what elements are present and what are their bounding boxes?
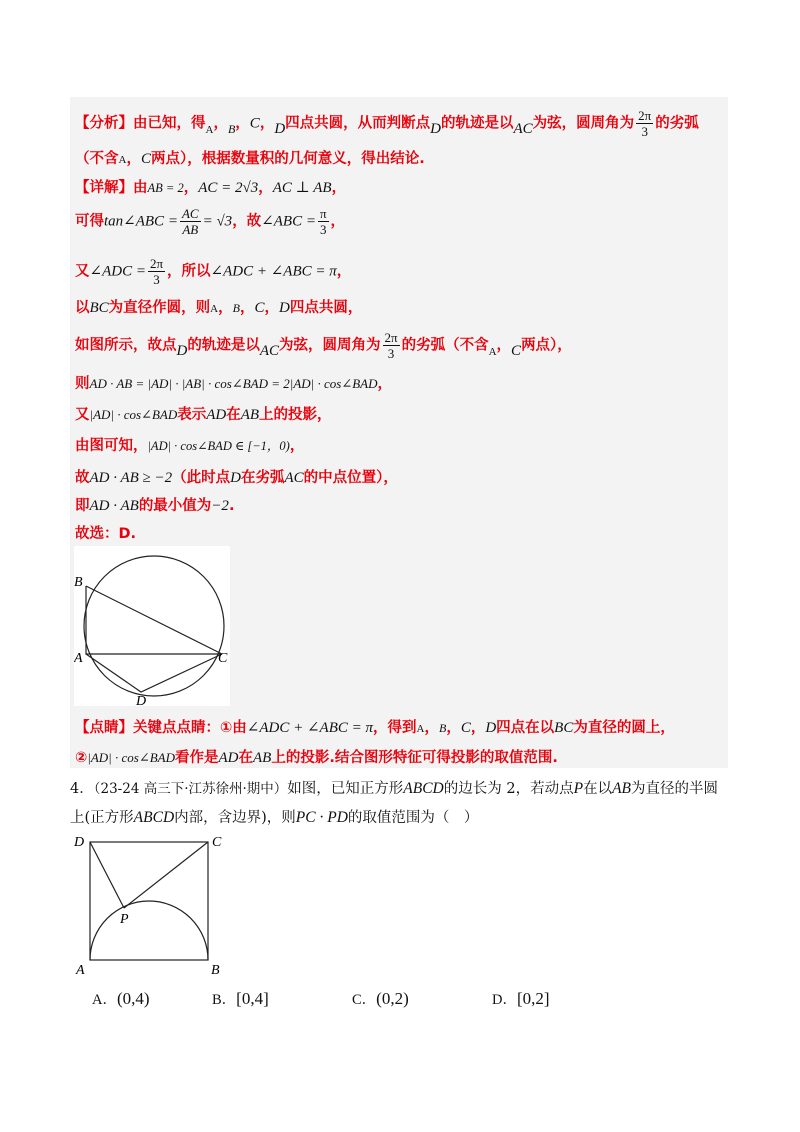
detail-line-2: 可得tan∠ABC = $\frac{AC}{AB}$ = √3，故∠ABC = $\frac{\pi}{3}$ ， [75,206,346,237]
keypoint-line-1: 【点睛】关键点点睛：①由∠ADC + ∠ABC = π，得到A，B，C，D四点在以BC为直径的圆上， [75,720,675,736]
label-c: C [212,835,222,850]
label-c: C [218,651,228,666]
detail-tag: 【详解】 [75,180,133,196]
question-line-1: 4．（23-24 高三下·江苏徐州·期中）如图，已知正方形ABCD的边长为 2，若动点P在以AB为直径的半圆 [70,780,718,797]
label-a: A [76,963,85,978]
analysis-tag: 【分析】 [75,115,133,132]
analysis-line-1: 【分析】由已知，得$_A$，$_B$，C，D四点共圆，从而判断点D的轨迹是以AC为弦，圆周角为 $\frac{2\pi}{3}$ 的劣弧 [75,108,699,139]
analysis-line-2: （不含A，C两点），根据数量积的几何意义，得出结论. [75,151,425,167]
answer-line: 故选：D. [75,526,137,542]
option-d[interactable]: D．[0,2] [492,989,550,1008]
label-p: P [120,912,129,927]
label-a: A [74,651,83,666]
keypoint-line-2: ②|AD| · cos∠BAD看作是AD在AB上的投影.结合图形特征可得投影的取值范围. [75,750,558,766]
detail-line-3: 又∠ADC = $\frac{2\pi}{3}$ ，所以∠ADC + ∠ABC = π， [75,256,352,287]
semicircle [90,901,208,960]
detail-line-8: 由图可知，|AD| · cos∠BAD ∈ [−1，0)， [75,438,305,454]
label-b: B [211,963,220,978]
option-c[interactable]: C．(0,2) [352,989,409,1008]
detail-line-1: 【详解】由AB = 2，AC = 2√3，AC ⊥ AB， [75,180,347,196]
circle [84,556,224,696]
label-d: D [74,835,85,850]
square-figure [70,828,230,978]
question-number: 4． [70,781,94,797]
detail-line-9: 故AD · AB ≥ −2（此时点D在劣弧AC的中点位置）， [75,470,398,486]
detail-line-4: 以BC为直径作圆，则A，B，C，D四点共圆， [75,300,363,316]
circle-figure [74,546,230,706]
label-d: D [136,694,147,706]
label-b: B [74,575,83,590]
segments-ad-dc [86,654,222,692]
segment-pd [90,842,124,908]
option-a[interactable]: A．(0,4) [92,989,150,1008]
square-diagram [70,828,230,978]
detail-line-5: 如图所示，故点D的轨迹是以AC为弦，圆周角为 $\frac{2\pi}{3}$ 的劣弧（不含$_A$，C两点）， [75,330,572,361]
segment-pc [124,842,208,908]
question-source: （23-24 高三下·江苏徐州·期中） [93,781,288,797]
detail-line-6: 则AD · AB = |AD| · |AB| · cos∠BAD = 2|AD| · cos∠BAD， [75,376,392,392]
option-b[interactable]: B．[0,4] [212,989,269,1008]
triangle-abc [86,586,222,654]
detail-line-10: 即AD · AB的最小值为−2. [75,498,235,514]
keypoint-tag: 【点睛】 [75,720,133,736]
detail-line-7: 又|AD| · cos∠BAD表示AD在AB上的投影， [75,407,332,423]
question-line-2: 上(正方形ABCD内部，含边界)，则PC · PD的取值范围为（ ） [70,809,479,826]
circle-diagram [74,546,230,706]
